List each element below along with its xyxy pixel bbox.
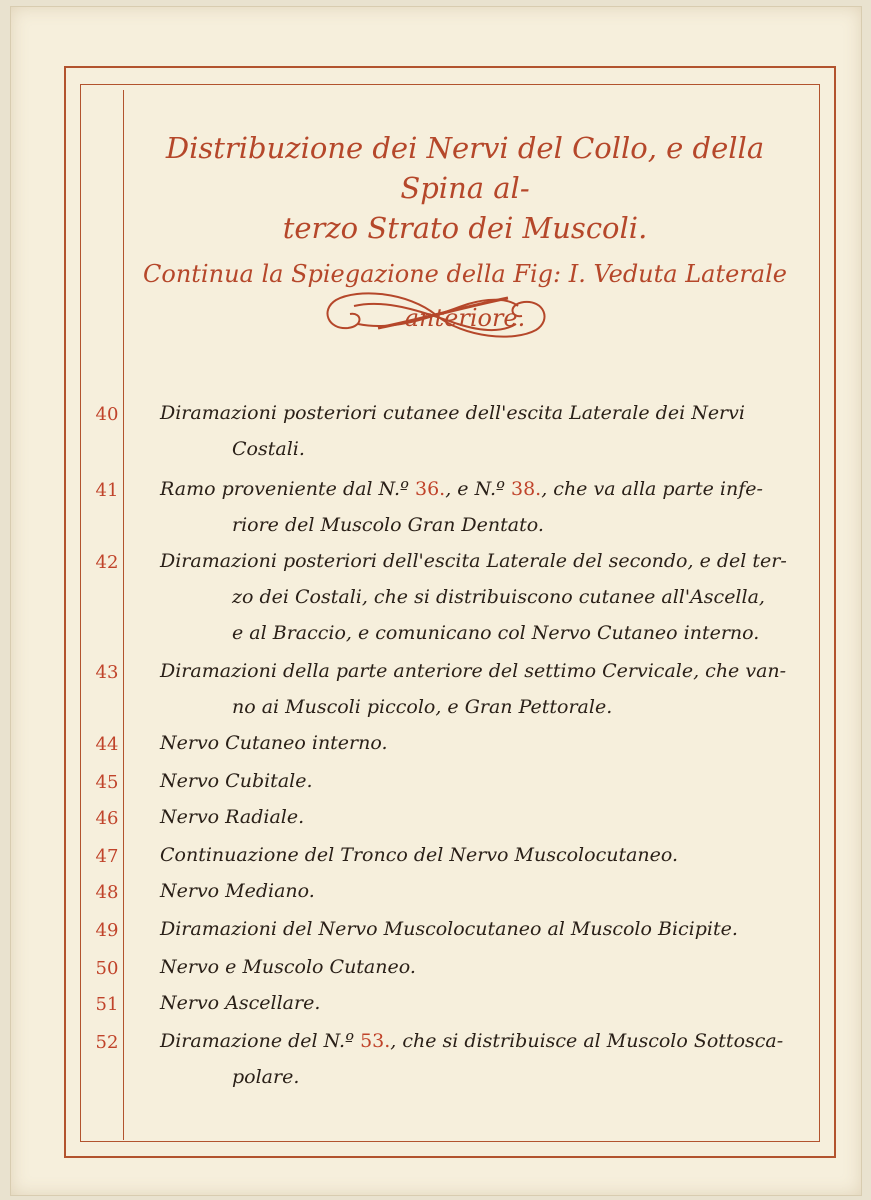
entry-text-line: zo dei Costali, che si distribuiscono cutanee all'Ascella, — [232, 586, 765, 608]
calligraphic-flourish-icon — [318, 284, 554, 346]
entry-text-line: Nervo Ascellare. — [160, 992, 321, 1014]
title-line-3: Continua la Spiegazione della Fig: I. Veduta Laterale anteriore. — [143, 260, 787, 332]
entry-text-line: Diramazione del N.º 53., che si distribuisce al Muscolo Sottosca- — [160, 1030, 784, 1052]
entry-number: 49 — [95, 920, 119, 941]
figure-reference: 36. — [414, 478, 446, 500]
entry-number: 52 — [95, 1032, 119, 1053]
entry-text-line: Nervo Cubitale. — [160, 770, 313, 792]
entry-number: 42 — [95, 552, 119, 573]
entry-text-line: Nervo Radiale. — [160, 806, 305, 828]
entry-number: 41 — [95, 480, 119, 501]
entry-number: 44 — [95, 734, 119, 755]
entry-text-line: Diramazioni della parte anteriore del settimo Cervicale, che van- — [160, 660, 787, 682]
entry-number: 47 — [95, 846, 119, 867]
entry-text-line: Nervo e Muscolo Cutaneo. — [160, 956, 416, 978]
entry-text-line: Ramo proveniente dal N.º 36., e N.º 38., che va alla parte infe- — [160, 478, 763, 500]
entry-text-line: riore del Muscolo Gran Dentato. — [232, 514, 544, 536]
entry-text-line: e al Braccio, e comunicano col Nervo Cutaneo interno. — [232, 622, 760, 644]
entry-text-line: no ai Muscoli piccolo, e Gran Pettorale. — [232, 696, 613, 718]
entry-number: 40 — [95, 404, 119, 425]
entry-text-line: Diramazioni posteriori cutanee dell'escita Laterale dei Nervi — [160, 402, 745, 424]
figure-reference: 38. — [511, 478, 542, 500]
entry-text-line: Diramazioni del Nervo Muscolocutaneo al Muscolo Bicipite. — [160, 918, 738, 940]
entry-number: 46 — [95, 808, 119, 829]
entry-number: 45 — [95, 772, 119, 793]
entry-text-line: Continuazione del Tronco del Nervo Muscolocutaneo. — [160, 844, 679, 866]
entry-text-line: Costali. — [232, 438, 305, 460]
entry-number: 51 — [95, 994, 119, 1015]
entry-text-line: Nervo Mediano. — [160, 880, 315, 902]
entry-text-line: polare. — [232, 1066, 300, 1088]
entry-number: 50 — [95, 958, 119, 979]
title-line-2: terzo Strato dei Muscoli. — [282, 211, 648, 245]
entry-text-line: Nervo Cutaneo interno. — [160, 732, 388, 754]
entry-text-line: Diramazioni posteriori dell'escita Laterale del secondo, e del ter- — [160, 550, 787, 572]
title-line-1: Distribuzione dei Nervi del Collo, e della Spina al- — [165, 131, 765, 205]
entry-number: 48 — [95, 882, 119, 903]
figure-reference: 53. — [360, 1030, 391, 1052]
entry-number: 43 — [95, 662, 119, 683]
